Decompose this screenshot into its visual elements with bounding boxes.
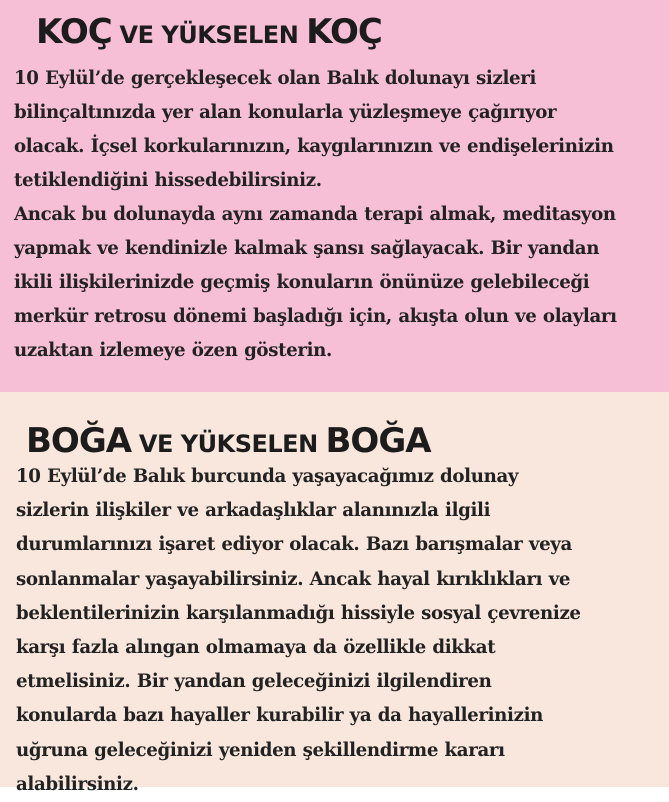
- text-line: yapmak ve kendinizle kalmak şansı sağlayacak. Bir yandan: [14, 238, 600, 259]
- text-line: beklentilerinizin karşılanmadığı hissiyle sosyal çevrenize: [16, 602, 581, 624]
- text-line: tetiklendiğini hissedebilirsiniz.: [14, 170, 322, 191]
- text-line: karşı fazla alıngan olmamaya da özellikle dikkat: [16, 637, 496, 659]
- text-line: konularda bazı hayaller kurabilir ya da hayallerinizin: [16, 705, 544, 727]
- section-heading-boga: [26, 421, 431, 461]
- heading-connector: VE YÜKSELEN: [138, 430, 318, 458]
- heading-ascendant: BOĞA: [325, 421, 431, 461]
- text-line: 10 Eylül’de Balık burcunda yaşayacağımız dolunay: [16, 466, 519, 487]
- text-line: ikili ilişkilerinizde geçmiş konuların önünüze gelebileceği: [14, 272, 590, 293]
- heading-sign: BOĞA: [26, 421, 132, 461]
- heading-ascendant: KOÇ: [306, 12, 382, 52]
- text-line: sizlerin ilişkiler ve arkadaşlıklar alanınızla ilgili: [16, 500, 491, 522]
- text-line: sonlanmalar yaşayabilirsiniz. Ancak hayal kırıklıkları ve: [16, 568, 571, 590]
- text-line: bilinçaltınızda yer alan konularla yüzleşmeye çağırıyor: [14, 102, 557, 123]
- heading-connector: VE YÜKSELEN: [119, 21, 299, 49]
- text-line: durumlarınızı işaret ediyor olacak. Bazı barışmalar veya: [16, 534, 572, 556]
- section-boga: [0, 392, 669, 795]
- heading-sign: KOÇ: [36, 12, 112, 52]
- text-line: alabilirsiniz.: [16, 773, 139, 795]
- text-line: etmelisiniz. Bir yandan geleceğinizi ilgilendiren: [16, 671, 492, 693]
- text-line: uzaktan izlemeye özen gösterin.: [14, 340, 333, 361]
- text-line: Ancak bu dolunayda aynı zamanda terapi almak, meditasyon: [14, 204, 616, 225]
- section-body-koc: [14, 62, 617, 368]
- text-line: olacak. İçsel korkularınızın, kaygılarınızın ve endişelerinizin: [14, 136, 614, 157]
- section-koc: [0, 0, 669, 392]
- section-heading-koc: [36, 12, 382, 52]
- text-line: merkür retrosu dönemi başladığı için, akışta olun ve olayları: [14, 306, 617, 327]
- section-body-boga: [16, 460, 581, 802]
- text-line: uğruna geleceğinizi yeniden şekillendirme kararı: [16, 739, 505, 761]
- text-line: 10 Eylül’de gerçekleşecek olan Balık dolunayı sizleri: [14, 68, 537, 89]
